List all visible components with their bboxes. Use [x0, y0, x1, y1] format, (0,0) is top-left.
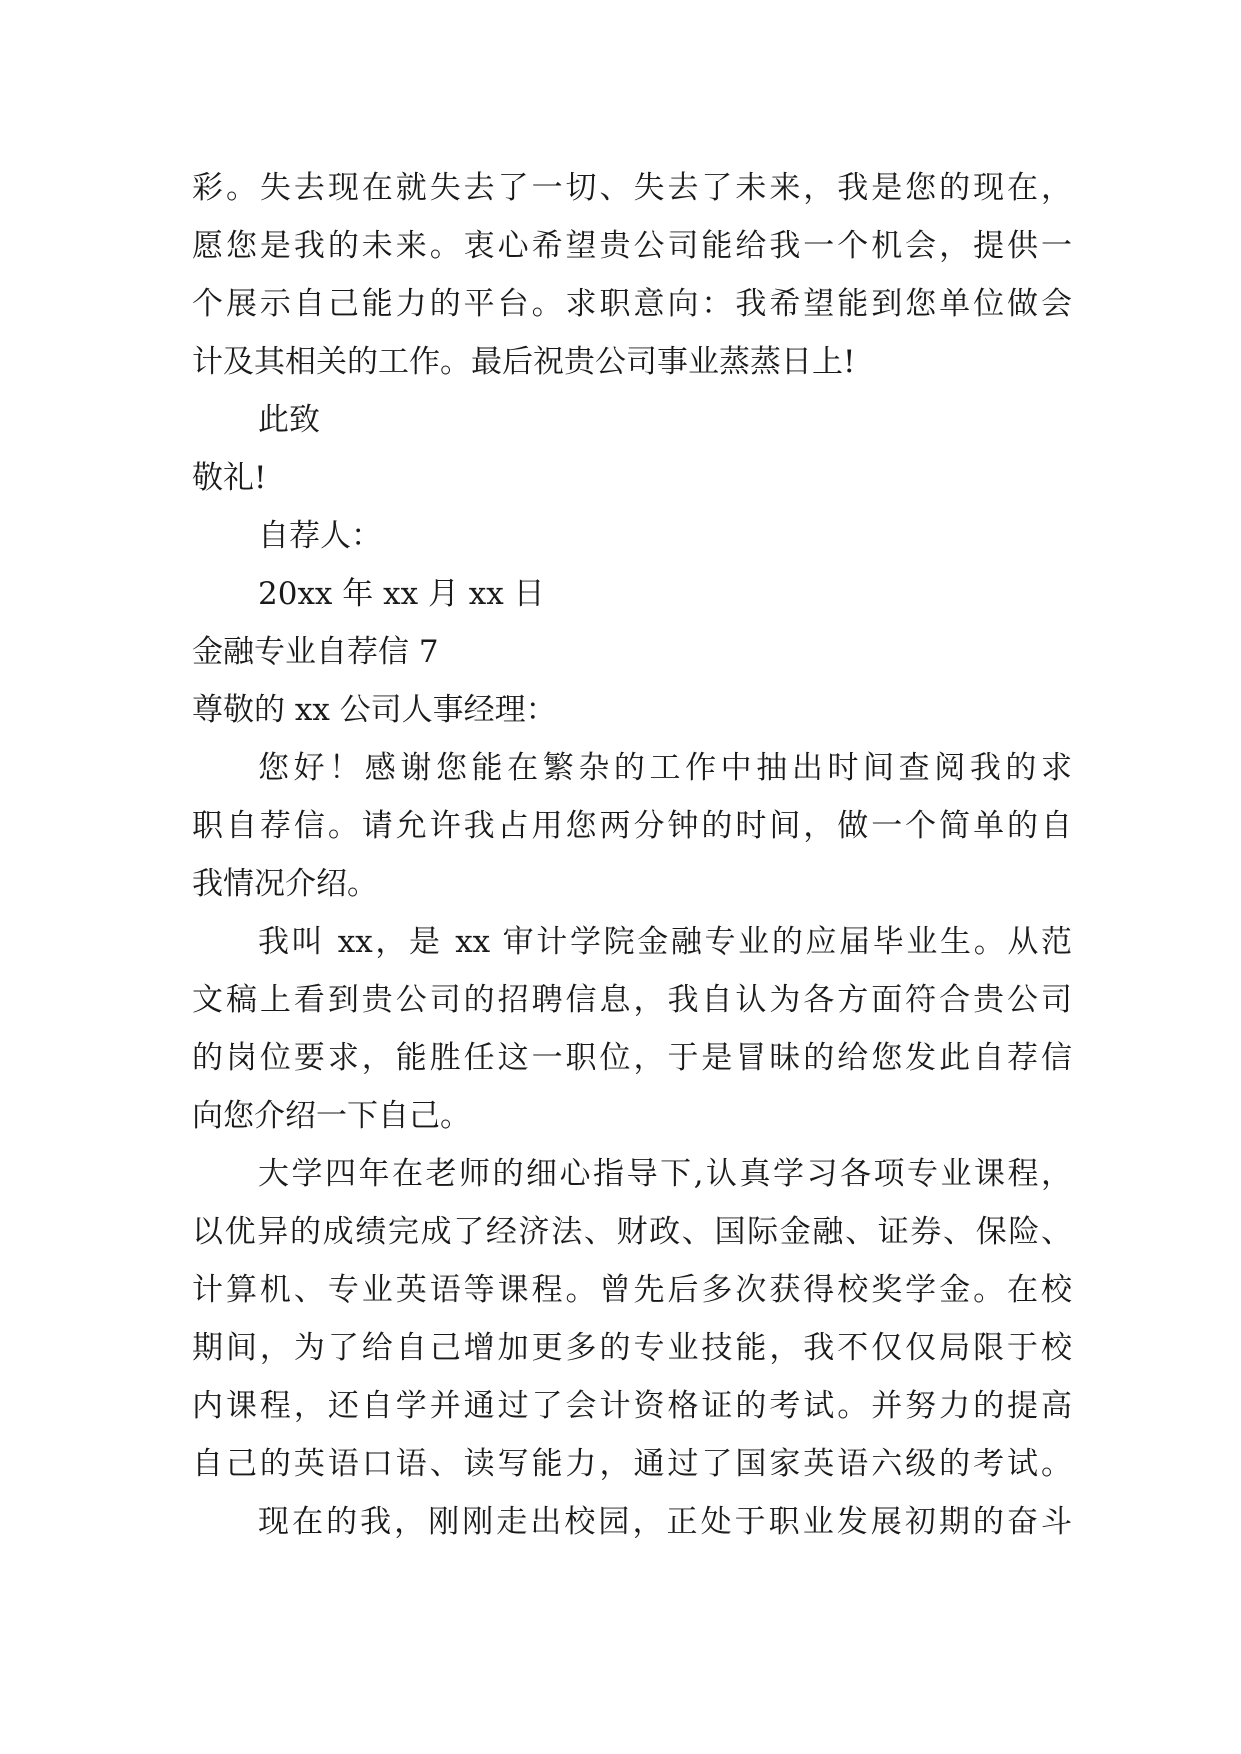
body-line: 职自荐信。请允许我占用您两分钟的时间，做一个简单的自 — [192, 808, 1072, 844]
closing-regards: 敬礼! — [192, 460, 267, 496]
body-line: 自己的英语口语、读写能力，通过了国家英语六级的考试。 — [192, 1446, 1072, 1482]
body-line: 的岗位要求，能胜任这一职位，于是冒昧的给您发此自荐信 — [192, 1040, 1072, 1076]
body-line: 文稿上看到贵公司的招聘信息，我自认为各方面符合贵公司 — [192, 982, 1072, 1018]
section-title: 金融专业自荐信 7 — [192, 634, 439, 670]
body-line: 现在的我，刚刚走出校园，正处于职业发展初期的奋斗 — [258, 1504, 1072, 1540]
letter-greeting: 尊敬的 xx 公司人事经理： — [192, 692, 557, 728]
body-line: 彩。失去现在就失去了一切、失去了未来，我是您的现在， — [192, 170, 1072, 206]
body-line: 内课程，还自学并通过了会计资格证的考试。并努力的提高 — [192, 1388, 1072, 1424]
closing-salutation: 此致 — [258, 402, 320, 438]
body-line: 以优异的成绩完成了经济法、财政、国际金融、证券、保险、 — [192, 1214, 1072, 1250]
body-line: 计及其相关的工作。最后祝贵公司事业蒸蒸日上! — [192, 344, 856, 380]
body-line: 个展示自己能力的平台。求职意向：我希望能到您单位做会 — [192, 286, 1072, 322]
date-line: 20xx 年 xx 月 xx 日 — [258, 576, 545, 612]
document-body — [192, 159, 1072, 1551]
body-line: 大学四年在老师的细心指导下,认真学习各项专业课程， — [258, 1156, 1072, 1192]
body-line: 愿您是我的未来。衷心希望贵公司能给我一个机会，提供一 — [192, 228, 1072, 264]
body-line: 我叫 xx，是 xx 审计学院金融专业的应届毕业生。从范 — [258, 924, 1072, 960]
body-line: 您好！感谢您能在繁杂的工作中抽出时间查阅我的求 — [258, 750, 1072, 786]
body-line: 我情况介绍。 — [192, 866, 378, 902]
signature-label: 自荐人： — [258, 518, 382, 554]
body-line: 计算机、专业英语等课程。曾先后多次获得校奖学金。在校 — [192, 1272, 1072, 1308]
body-line: 期间，为了给自己增加更多的专业技能，我不仅仅局限于校 — [192, 1330, 1072, 1366]
body-line: 向您介绍一下自己。 — [192, 1098, 471, 1134]
